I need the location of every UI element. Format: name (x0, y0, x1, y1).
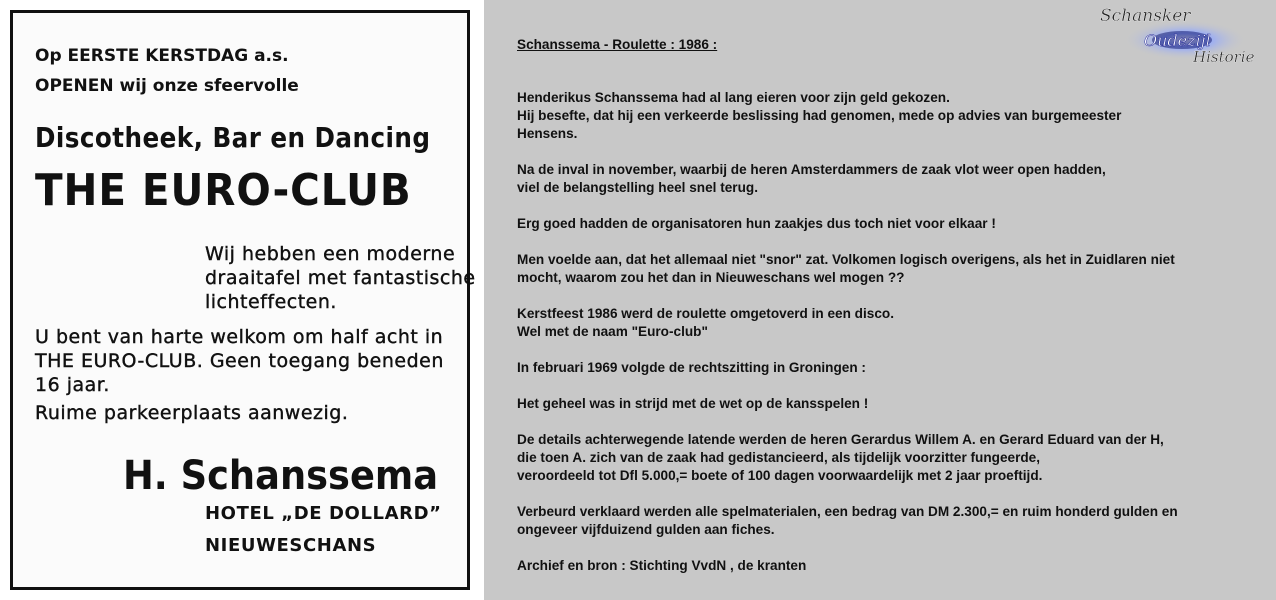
article-line: In februari 1969 volgde de rechtszitting in Groningen : (517, 360, 866, 375)
article-line: Archief en bron : Stichting VvdN , de kranten (517, 558, 807, 573)
article (517, 0, 1262, 600)
logo-word-3: Historie (1193, 48, 1255, 66)
article-line: De details achterwegende latende werden de heren Gerardus Willem A. en Gerard Eduard van der H, (517, 432, 1164, 447)
clipping-heading-2: THE EURO-CLUB (35, 165, 412, 216)
article-line: veroordeeld tot Dfl 5.000,= boete of 100 dagen voorwaardelijk met 2 jaar proeftijd. (517, 468, 1043, 483)
article-line: Na de inval in november, waarbij de heren Amsterdammers de zaak vlot weer open hadden, (517, 162, 1106, 177)
article-line: Men voelde aan, dat het allemaal niet "snor" zat. Volkomen logisch overigens, als het in Zuidlaren niet (517, 252, 1175, 267)
clipping-body-1: U bent van harte welkom om half acht in (35, 326, 444, 348)
clipping-body-2: THE EURO-CLUB. Geen toegang beneden (35, 350, 444, 372)
clipping-line-2: OPENEN wij onze sfeervolle (35, 76, 299, 96)
clipping-mid-3: lichteffecten. (205, 291, 337, 313)
logo-word-1: Schansker (1100, 6, 1191, 26)
article-title: Schanssema - Roulette : 1986 : (517, 37, 718, 52)
article-line: Henderikus Schanssema had al lang eieren voor zijn geld gekozen. (517, 90, 950, 105)
clipping-hotel: HOTEL „DE DOLLARD” (205, 503, 442, 524)
logo-word-2: Oudezijl (1144, 31, 1211, 50)
article-line: Kerstfeest 1986 werd de roulette omgetoverd in een disco. (517, 306, 894, 321)
article-line: Erg goed hadden de organisatoren hun zaakjes dus toch niet voor elkaar ! (517, 216, 996, 231)
article-line: die toen A. zich van de zaak had gedistancieerd, als tijdelijk voorzitter fungeerde, (517, 450, 1040, 465)
article-line: Hij besefte, dat hij een verkeerde beslissing had genomen, mede op advies van burgemeester (517, 108, 1122, 123)
article-line: Hensens. (517, 126, 578, 141)
clipping-body-4: Ruime parkeerplaats aanwezig. (35, 402, 349, 424)
article-line: mocht, waarom zou het dan in Nieuweschans wel mogen ?? (517, 270, 905, 285)
clipping-mid-1: Wij hebben een moderne (205, 243, 456, 265)
clipping-line-1: Op EERSTE KERSTDAG a.s. (35, 46, 289, 66)
article-line: Het geheel was in strijd met de wet op de kansspelen ! (517, 396, 869, 411)
clipping-name: H. Schanssema (123, 453, 439, 499)
article-line: ongeveer vijfduizend gulden aan fiches. (517, 522, 775, 537)
article-line: Verbeurd verklaard werden alle spelmaterialen, een bedrag van DM 2.300,= en ruim honderd gulden en (517, 504, 1178, 519)
article-line: viel de belangstelling heel snel terug. (517, 180, 758, 195)
clipping-town: NIEUWESCHANS (205, 535, 377, 556)
site-logo (1100, 4, 1270, 66)
clipping-frame (10, 10, 476, 590)
clipping-heading-1: Discotheek, Bar en Dancing (35, 121, 431, 154)
clipping-mid-2: draaitafel met fantastische (205, 267, 476, 289)
newspaper-clipping (0, 0, 490, 600)
clipping-body-3: 16 jaar. (35, 374, 110, 396)
article-line: Wel met de naam "Euro-club" (517, 324, 708, 339)
